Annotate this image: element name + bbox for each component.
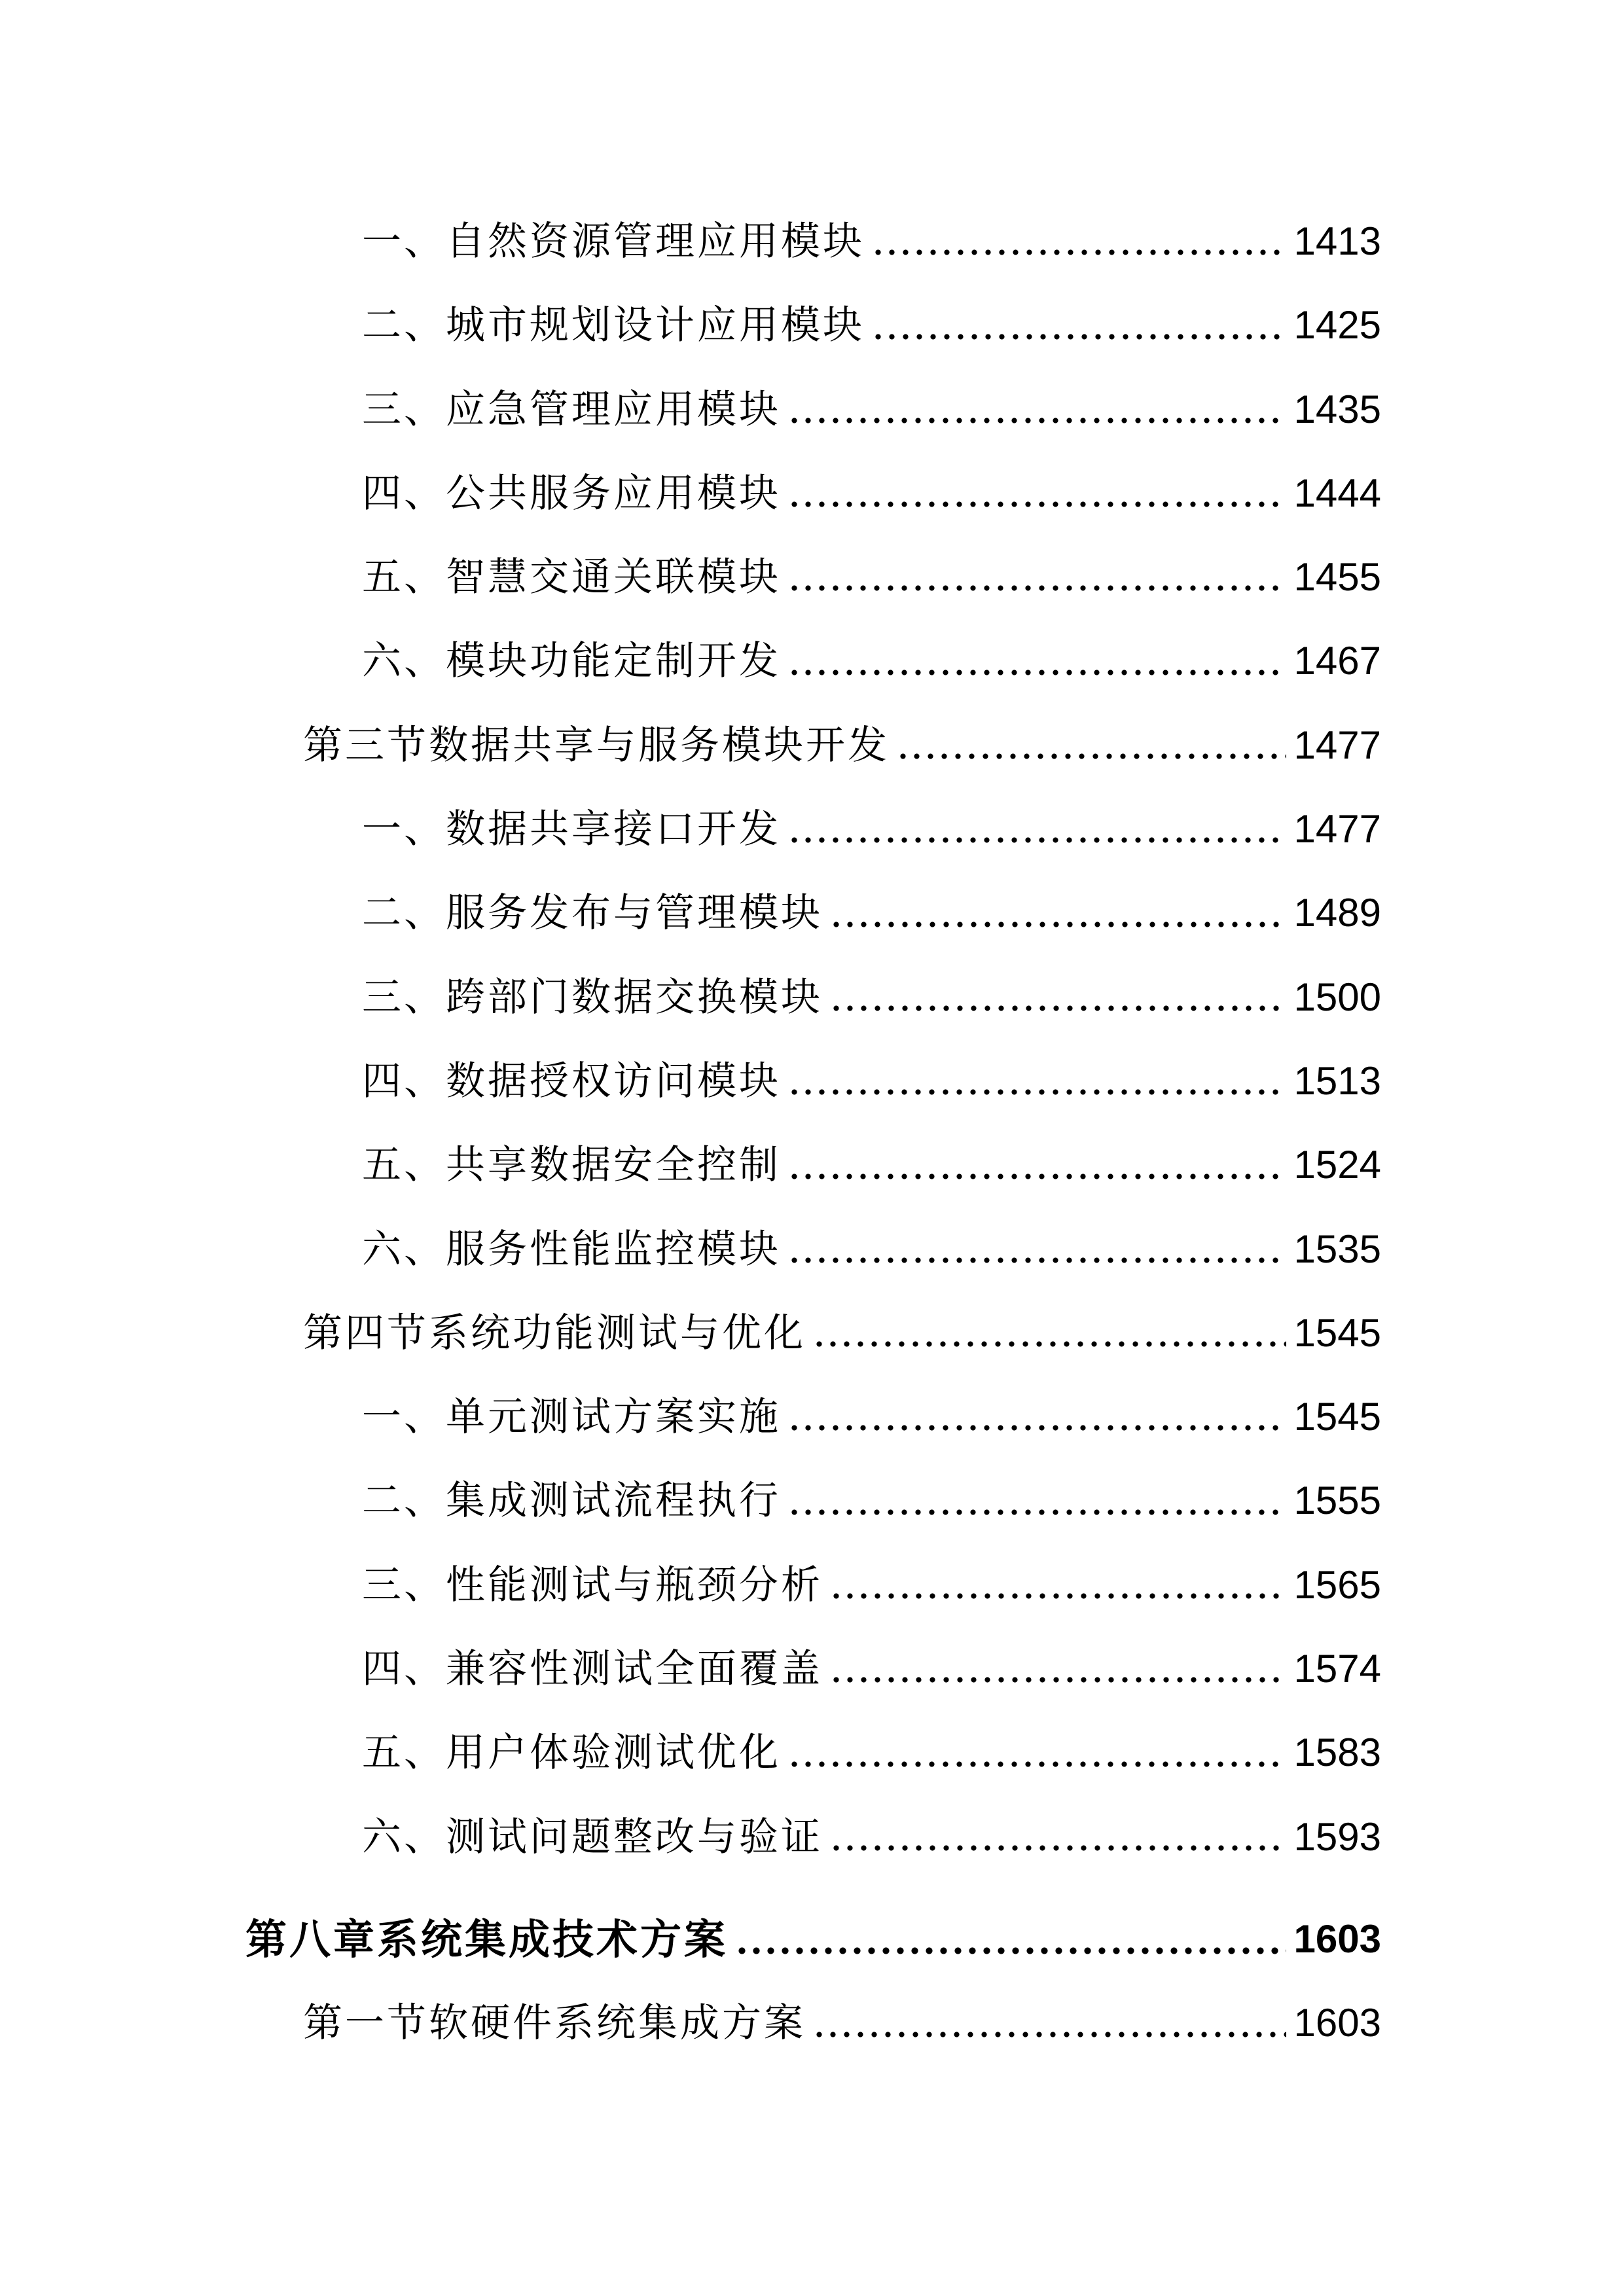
toc-entry[interactable] xyxy=(245,1711,1381,1795)
toc-entry[interactable] xyxy=(245,1459,1381,1543)
toc-entry[interactable] xyxy=(245,1123,1381,1207)
toc-entry[interactable] xyxy=(245,368,1381,452)
toc-entry[interactable] xyxy=(245,1543,1381,1627)
toc-entry-page-number: 1535 xyxy=(1293,1227,1381,1271)
toc-list xyxy=(245,200,1381,2066)
toc-entry[interactable] xyxy=(245,871,1381,955)
toc-entry-page-number: 1455 xyxy=(1293,555,1381,600)
toc-entry-label: 六、测试问题整改与验证 xyxy=(362,1814,823,1860)
toc-entry-label: 四、公共服务应用模块 xyxy=(362,470,781,516)
dotted-leader xyxy=(823,871,1294,955)
dotted-leader xyxy=(781,1208,1294,1291)
toc-entry-page-number: 1500 xyxy=(1293,975,1381,1019)
toc-entry-label: 三、应急管理应用模块 xyxy=(362,386,781,433)
toc-entry-page-number: 1565 xyxy=(1293,1562,1381,1607)
dotted-leader xyxy=(806,1981,1294,2065)
toc-entry-page-number: 1555 xyxy=(1293,1479,1381,1523)
toc-entry-page-number: 1593 xyxy=(1293,1814,1381,1859)
toc-entry-label: 三、跨部门数据交换模块 xyxy=(362,974,823,1020)
toc-entry-label: 五、智慧交通关联模块 xyxy=(362,554,781,601)
toc-entry[interactable] xyxy=(245,704,1381,787)
toc-entry-label: 第八章系统集成技术方案 xyxy=(245,1914,728,1964)
dotted-leader xyxy=(781,368,1294,452)
toc-entry-page-number: 1413 xyxy=(1293,219,1381,263)
toc-entry-page-number: 1444 xyxy=(1293,471,1381,515)
dotted-leader xyxy=(781,1375,1294,1459)
toc-entry-page-number: 1603 xyxy=(1293,2001,1381,2045)
toc-entry[interactable] xyxy=(245,1039,1381,1123)
dotted-leader xyxy=(823,956,1294,1039)
dotted-leader xyxy=(781,1039,1294,1123)
toc-entry-page-number: 1435 xyxy=(1293,387,1381,431)
toc-entry-page-number: 1524 xyxy=(1293,1143,1381,1187)
toc-entry[interactable] xyxy=(245,535,1381,619)
dotted-leader xyxy=(823,1543,1294,1627)
toc-entry-page-number: 1545 xyxy=(1293,1395,1381,1439)
dotted-leader xyxy=(781,452,1294,535)
dotted-leader xyxy=(865,200,1294,283)
toc-entry[interactable] xyxy=(245,1795,1381,1879)
toc-entry-label: 二、服务发布与管理模块 xyxy=(362,890,823,937)
toc-entry[interactable] xyxy=(245,200,1381,283)
toc-entry[interactable] xyxy=(245,956,1381,1039)
toc-entry-page-number: 1425 xyxy=(1293,303,1381,348)
toc-entry-label: 六、服务性能监控模块 xyxy=(362,1226,781,1272)
toc-entry-label: 六、模块功能定制开发 xyxy=(362,638,781,685)
toc-entry[interactable] xyxy=(245,1981,1381,2065)
toc-entry-label: 一、单元测试方案实施 xyxy=(362,1394,781,1441)
toc-entry[interactable] xyxy=(245,1208,1381,1291)
toc-entry[interactable] xyxy=(245,619,1381,703)
toc-entry-label: 第四节系统功能测试与优化 xyxy=(303,1310,806,1356)
toc-entry-page-number: 1477 xyxy=(1293,723,1381,767)
dotted-leader xyxy=(890,704,1294,787)
toc-entry-page-number: 1513 xyxy=(1293,1058,1381,1103)
dotted-leader xyxy=(865,283,1294,367)
toc-entry-label: 第三节数据共享与服务模块开发 xyxy=(303,722,890,768)
toc-entry-label: 二、集成测试流程执行 xyxy=(362,1478,781,1524)
dotted-leader xyxy=(781,619,1294,703)
toc-entry-page-number: 1574 xyxy=(1293,1647,1381,1691)
toc-entry-page-number: 1603 xyxy=(1293,1916,1381,1961)
toc-entry[interactable] xyxy=(245,452,1381,535)
dotted-leader xyxy=(781,1123,1294,1207)
dotted-leader xyxy=(781,535,1294,619)
toc-entry-label: 二、城市规划设计应用模块 xyxy=(362,302,865,349)
dotted-leader xyxy=(728,1897,1294,1981)
toc-entry-label: 四、数据授权访问模块 xyxy=(362,1058,781,1104)
toc-entry-page-number: 1477 xyxy=(1293,807,1381,852)
toc-entry-label: 三、性能测试与瓶颈分析 xyxy=(362,1562,823,1608)
toc-entry-label: 第一节软硬件系统集成方案 xyxy=(303,2000,806,2047)
dotted-leader xyxy=(823,1627,1294,1711)
toc-entry-page-number: 1545 xyxy=(1293,1310,1381,1355)
toc-entry-label: 一、数据共享接口开发 xyxy=(362,806,781,853)
toc-entry-page-number: 1467 xyxy=(1293,639,1381,683)
dotted-leader xyxy=(781,787,1294,871)
toc-entry[interactable] xyxy=(245,1627,1381,1711)
dotted-leader xyxy=(781,1459,1294,1543)
toc-entry-label: 四、兼容性测试全面覆盖 xyxy=(362,1646,823,1693)
dotted-leader xyxy=(781,1711,1294,1795)
toc-entry-label: 五、共享数据安全控制 xyxy=(362,1142,781,1189)
toc-entry-page-number: 1489 xyxy=(1293,891,1381,935)
dotted-leader xyxy=(806,1291,1294,1375)
toc-entry-label: 一、自然资源管理应用模块 xyxy=(362,219,865,264)
toc-entry-page-number: 1583 xyxy=(1293,1731,1381,1775)
toc-entry[interactable] xyxy=(245,283,1381,367)
toc-entry[interactable] xyxy=(245,1375,1381,1459)
dotted-leader xyxy=(823,1795,1294,1879)
toc-entry[interactable] xyxy=(245,787,1381,871)
toc-entry[interactable] xyxy=(245,1291,1381,1375)
toc-entry-label: 五、用户体验测试优化 xyxy=(362,1730,781,1776)
toc-entry[interactable] xyxy=(245,1897,1381,1981)
